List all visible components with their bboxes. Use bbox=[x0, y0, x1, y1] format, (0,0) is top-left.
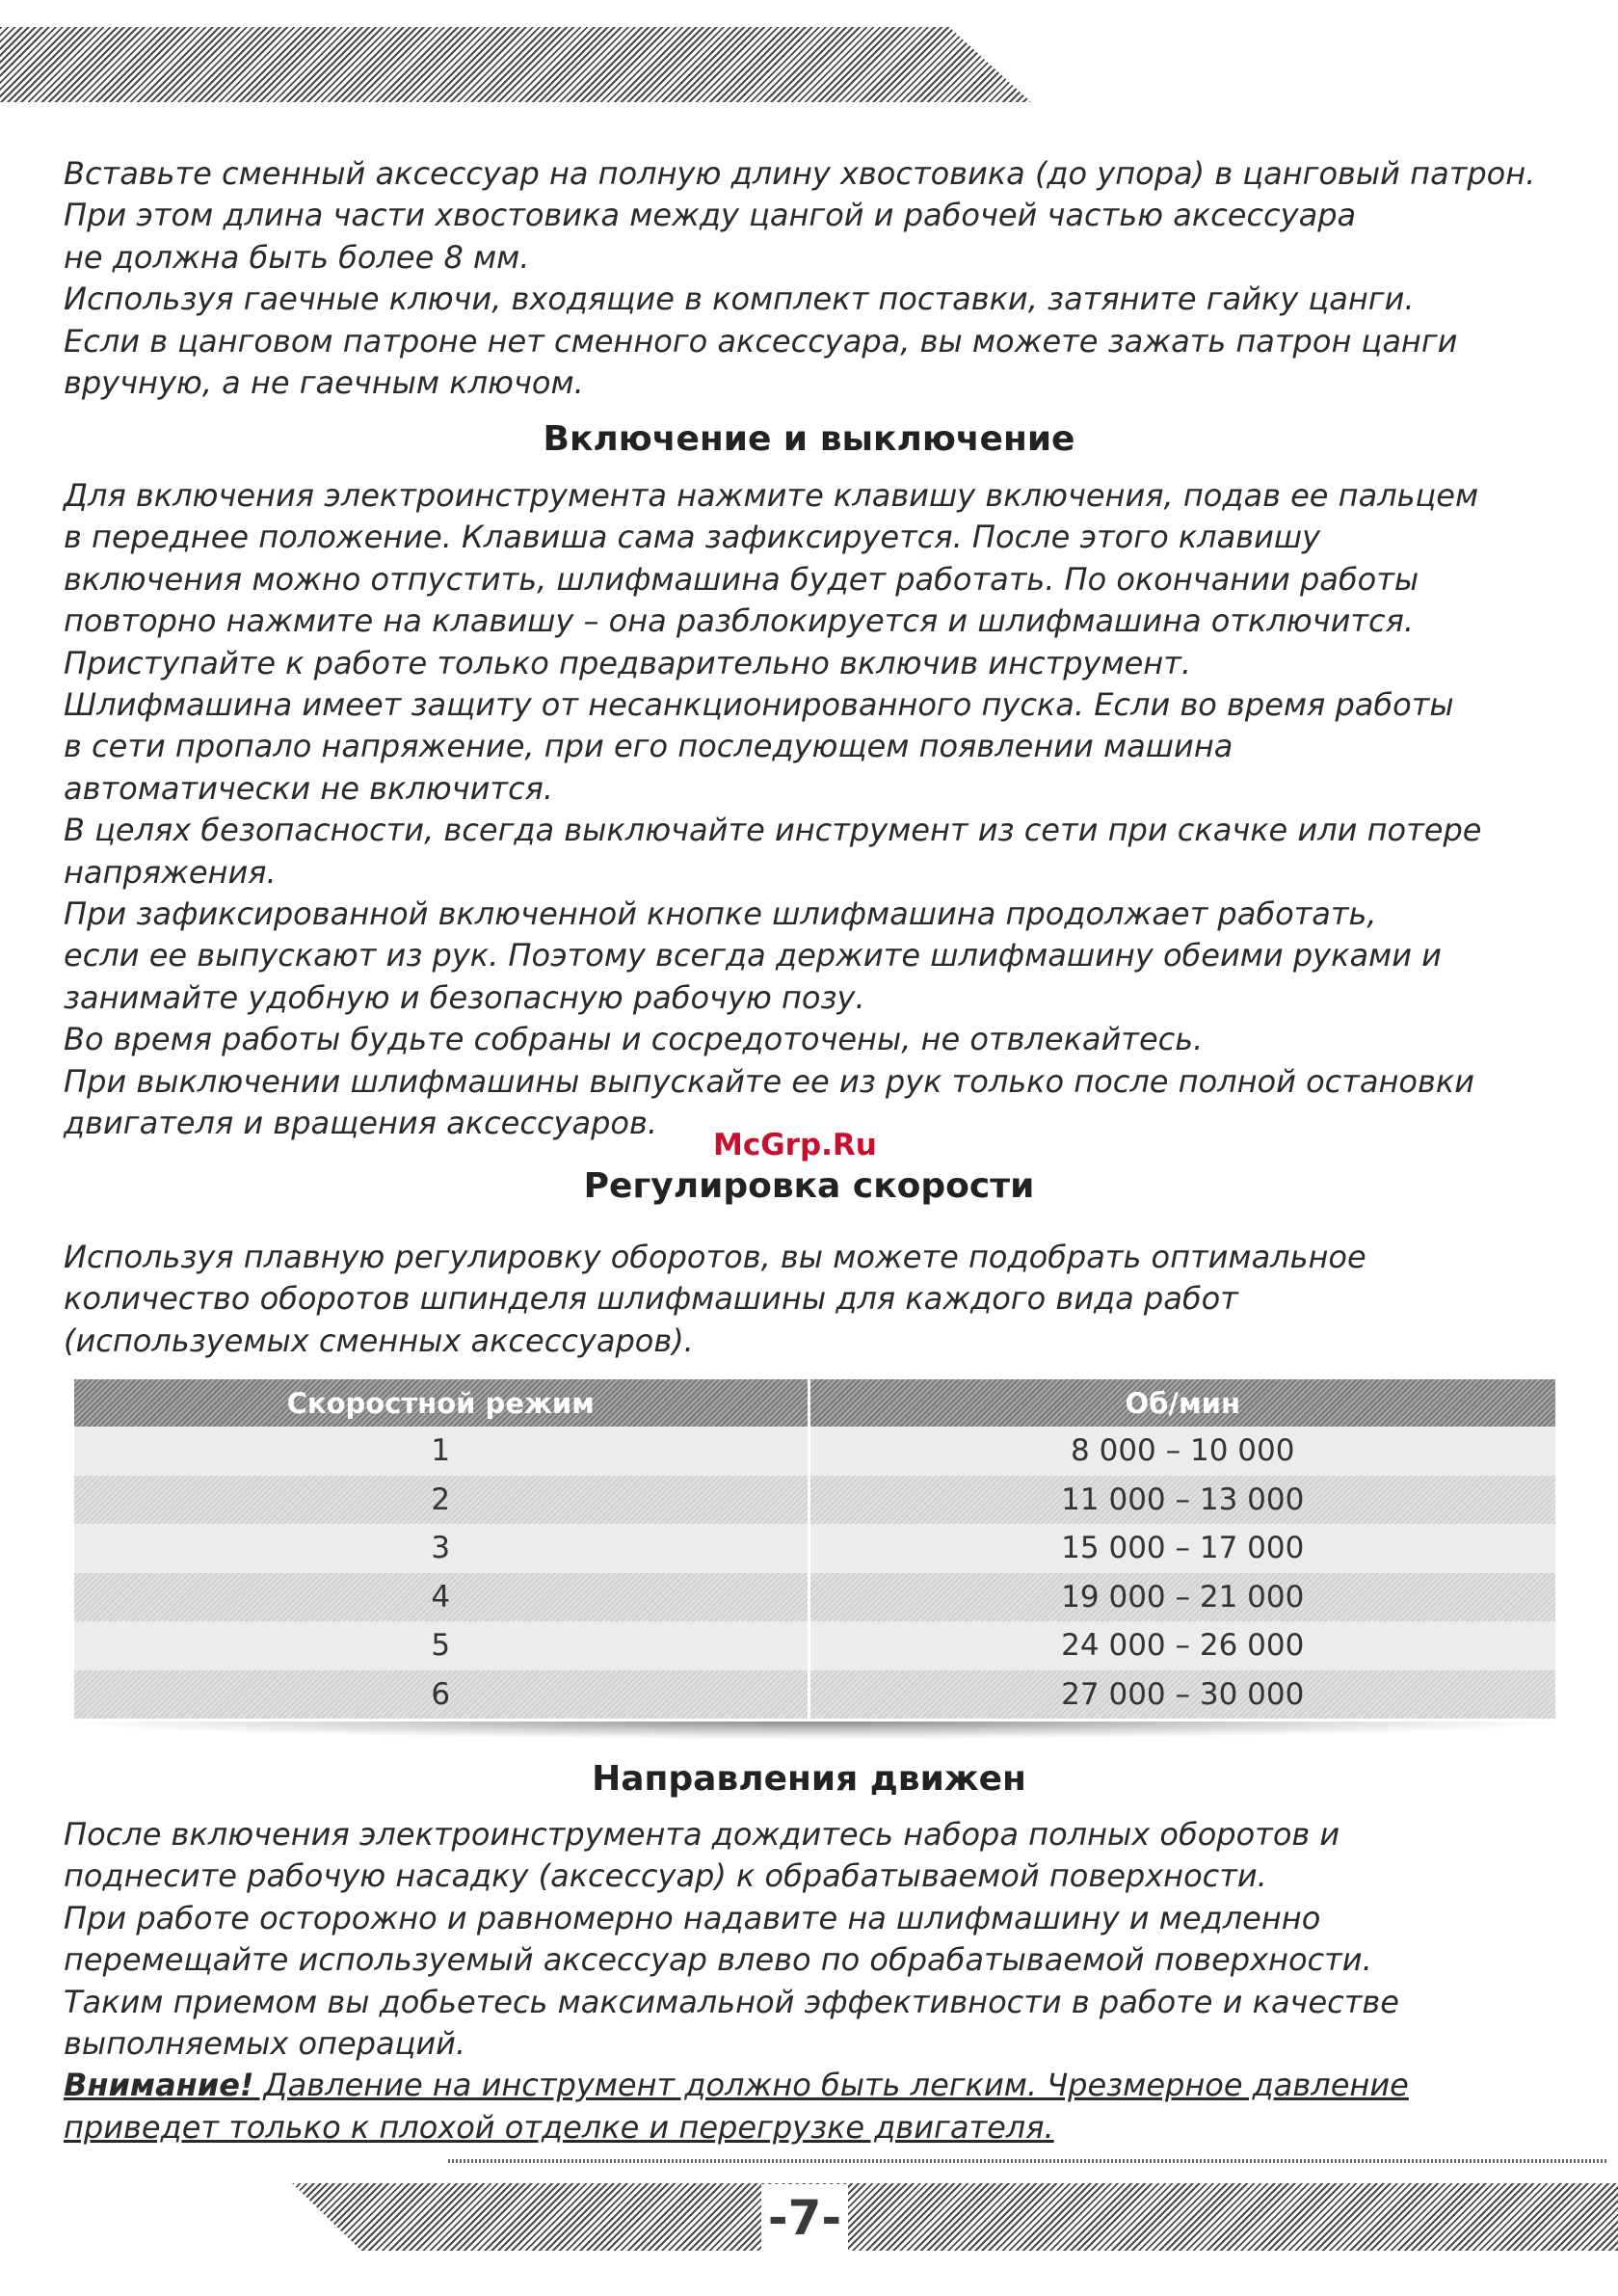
text-line: Используя гаечные ключи, входящие в комплект поставки, затяните гайку цанги. bbox=[64, 280, 1415, 318]
section-title-on-off: Включение и выключение bbox=[543, 419, 1075, 459]
text-line: перемещайте используемый аксессуар влево по обрабатываемой поверхности. bbox=[64, 1941, 1372, 1979]
text-line: занимайте удобную и безопасную рабочую позу. bbox=[64, 978, 865, 1016]
warning-label: Внимание! bbox=[64, 2067, 254, 2104]
header-rpm: Об/мин bbox=[809, 1379, 1555, 1427]
cell-speed-mode: 3 bbox=[74, 1524, 809, 1573]
cell-rpm: 27 000 – 30 000 bbox=[809, 1670, 1555, 1720]
text-line: в сети пропало напряжение, при его последующем появлении машина bbox=[64, 728, 1233, 765]
cell-rpm: 24 000 – 26 000 bbox=[809, 1621, 1555, 1670]
table-row bbox=[74, 1573, 1555, 1622]
speed-table bbox=[74, 1379, 1555, 1719]
text-line: Если в цанговом патроне нет сменного аксессуара, вы можете зажать патрон цанги bbox=[64, 322, 1458, 360]
section-title-speed: Регулировка скорости bbox=[583, 1166, 1035, 1206]
text-line: Во время работы будьте собраны и сосредоточены, не отвлекайтесь. bbox=[64, 1021, 1204, 1058]
footer-hatch-band bbox=[292, 2183, 1618, 2251]
table-row bbox=[74, 1670, 1555, 1720]
on-off-paragraph bbox=[64, 475, 1594, 1145]
text-line: двигателя и вращения аксессуаров. bbox=[64, 1105, 657, 1142]
text-line: В целях безопасности, всегда выключайте инструмент из сети при скачке или потере bbox=[64, 812, 1482, 849]
cell-speed-mode: 2 bbox=[74, 1476, 809, 1525]
header-hatch-band bbox=[0, 27, 1031, 102]
text-line: Таким приемом вы добьетесь максимальной эффективности в работе и качестве bbox=[64, 1983, 1399, 2020]
text-line: в переднее положение. Клавиша сама зафиксируется. После этого клавишу bbox=[64, 519, 1321, 556]
section-title-direction: Направления движен bbox=[592, 1759, 1026, 1799]
table-body bbox=[74, 1427, 1555, 1719]
text-line: вручную, а не гаечным ключом. bbox=[64, 364, 584, 402]
watermark-text: McGrp.Ru bbox=[713, 1128, 877, 1162]
text-line: напряжения. bbox=[64, 853, 277, 891]
text-line: повторно нажмите на клавишу – она разблокируется и шлифмашина отключится. bbox=[64, 602, 1415, 640]
cell-rpm: 8 000 – 10 000 bbox=[809, 1427, 1555, 1476]
table-row bbox=[74, 1476, 1555, 1525]
text-line: выполняемых операций. bbox=[64, 2025, 466, 2063]
text-line: Для включения электроинструмента нажмите клавишу включения, подав ее пальцем bbox=[64, 477, 1479, 514]
table-row bbox=[74, 1621, 1555, 1670]
text-line: При выключении шлифмашины выпускайте ее из рук только после полной остановки bbox=[64, 1062, 1474, 1100]
footer-dotted-rule bbox=[448, 2159, 1608, 2163]
text-line: При зафиксированной включенной кнопке шлифмашина продолжает работать, bbox=[64, 895, 1377, 933]
page-number: -7- bbox=[761, 2184, 848, 2252]
text-line: количество оборотов шпинделя шлифмашины для каждого вида работ bbox=[64, 1280, 1238, 1318]
cell-rpm: 11 000 – 13 000 bbox=[809, 1476, 1555, 1525]
cell-speed-mode: 1 bbox=[74, 1427, 809, 1476]
text-line: включения можно отпустить, шлифмашина будет работать. По окончании работы bbox=[64, 560, 1419, 598]
text-line: При работе осторожно и равномерно надавите на шлифмашину и медленно bbox=[64, 1899, 1321, 1936]
direction-paragraph bbox=[64, 1814, 1594, 2149]
header-speed-mode: Скоростной режим bbox=[74, 1379, 809, 1427]
cell-speed-mode: 6 bbox=[74, 1670, 809, 1720]
text-line: поднесите рабочую насадку (аксессуар) к обрабатываемой поверхности. bbox=[64, 1857, 1267, 1895]
text-line: если ее выпускают из рук. Поэтому всегда держите шлифмашину обеими руками и bbox=[64, 937, 1442, 974]
text-line: не должна быть более 8 мм. bbox=[64, 238, 530, 276]
warning-line bbox=[64, 2065, 1594, 2106]
text-line: Вставьте сменный аксессуар на полную длину хвостовика (до упора) в цанговый патрон. bbox=[64, 155, 1536, 192]
text-line: После включения электроинструмента дождитесь набора полных оборотов и bbox=[64, 1816, 1340, 1853]
text-line: автоматически не включится. bbox=[64, 769, 554, 807]
text-line: Используя плавную регулировку оборотов, вы можете подобрать оптимальное bbox=[64, 1239, 1366, 1275]
speed-paragraph bbox=[64, 1237, 1594, 1362]
warning-text: Давление на инструмент должно быть легким. Чрезмерное давление bbox=[253, 2067, 1409, 2104]
text-line: Приступайте к работе только предварительно включив инструмент. bbox=[64, 644, 1192, 681]
cell-rpm: 15 000 – 17 000 bbox=[809, 1524, 1555, 1573]
table-header-row bbox=[74, 1379, 1555, 1427]
cell-rpm: 19 000 – 21 000 bbox=[809, 1573, 1555, 1622]
table-row bbox=[74, 1524, 1555, 1573]
cell-speed-mode: 4 bbox=[74, 1573, 809, 1622]
table-row bbox=[74, 1427, 1555, 1476]
text-line: Шлифмашина имеет защиту от несанкционированного пуска. Если во время работы bbox=[64, 686, 1454, 724]
text-line: При этом длина части хвостовика между цангой и рабочей частью аксессуара bbox=[64, 197, 1357, 234]
intro-paragraph bbox=[64, 153, 1594, 404]
text-line: (используемых сменных аксессуаров). bbox=[64, 1322, 694, 1359]
cell-speed-mode: 5 bbox=[74, 1621, 809, 1670]
table-shadow bbox=[74, 1722, 1555, 1739]
warning-text: приведет только к плохой отделке и перегрузке двигателя. bbox=[64, 2108, 1054, 2146]
